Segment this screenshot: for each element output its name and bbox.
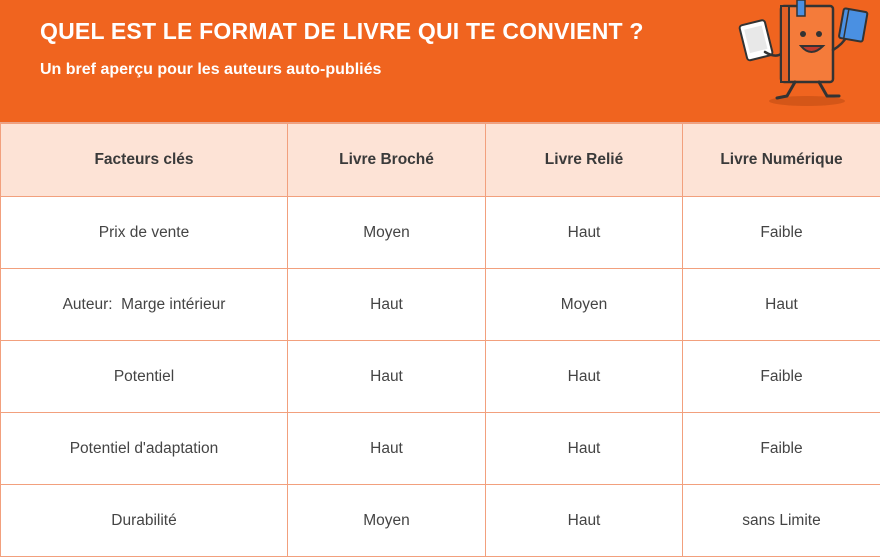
- table-row: [1, 485, 880, 557]
- table-cell: Moyen: [288, 485, 486, 557]
- table-cell: Haut: [288, 341, 486, 413]
- table-row: [1, 341, 880, 413]
- row-label: Prix de vente: [1, 197, 288, 269]
- table-cell: Haut: [486, 341, 683, 413]
- comparison-table: [0, 123, 880, 557]
- table-cell: Haut: [486, 485, 683, 557]
- row-label: Potentiel d'adaptation: [1, 413, 288, 485]
- row-label: Potentiel: [1, 341, 288, 413]
- table-cell: Faible: [683, 413, 880, 485]
- table-cell: Haut: [288, 269, 486, 341]
- header-cell-ebook: Livre Numérique: [683, 124, 880, 197]
- table-cell: Moyen: [288, 197, 486, 269]
- table-cell: Moyen: [486, 269, 683, 341]
- header-banner: [0, 0, 880, 123]
- header-cell-hardcover: Livre Relié: [486, 124, 683, 197]
- page-subtitle: Un bref aperçu pour les auteurs auto-publiés: [40, 61, 381, 79]
- table-cell: Faible: [683, 341, 880, 413]
- table-row: [1, 269, 880, 341]
- header-cell-paperback: Livre Broché: [288, 124, 486, 197]
- table-row: [1, 197, 880, 269]
- table-row: [1, 413, 880, 485]
- table-cell: Haut: [288, 413, 486, 485]
- table-cell: Faible: [683, 197, 880, 269]
- table-cell: Haut: [683, 269, 880, 341]
- book-mascot-icon: [735, 0, 870, 110]
- table-cell: Haut: [486, 197, 683, 269]
- table-cell: Haut: [486, 413, 683, 485]
- small-book-icon: [839, 8, 868, 42]
- row-label: Durabilité: [1, 485, 288, 557]
- table-header-row: [1, 124, 880, 197]
- page-title: QUEL EST LE FORMAT DE LIVRE QUI TE CONVIENT ?: [40, 18, 644, 45]
- row-label: Auteur: Marge intérieur: [1, 269, 288, 341]
- header-cell-factors: Facteurs clés: [1, 124, 288, 197]
- table-cell: sans Limite: [683, 485, 880, 557]
